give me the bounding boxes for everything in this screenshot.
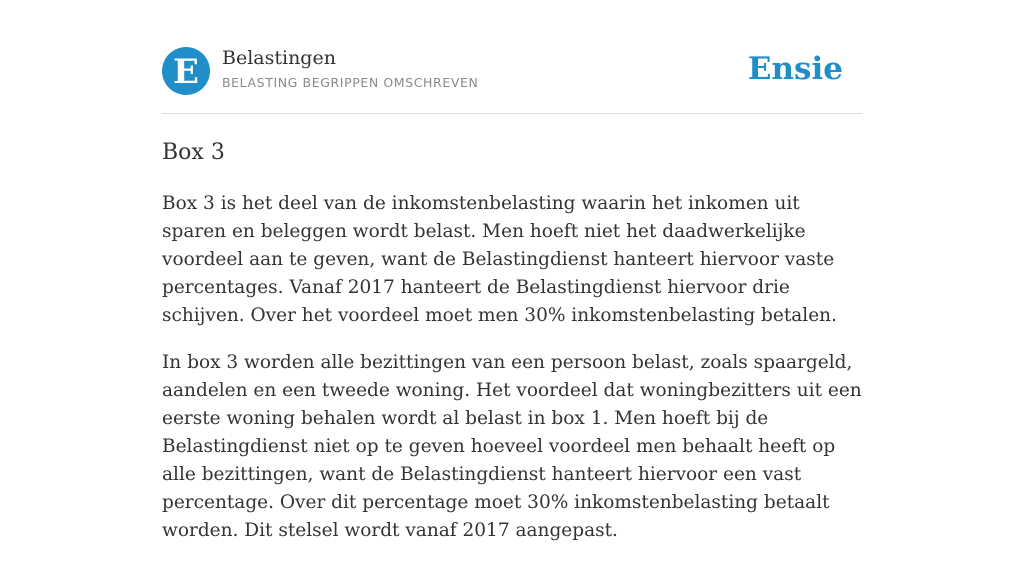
site-subtitle: BELASTING BEGRIPPEN OMSCHREVEN — [222, 75, 479, 90]
article-paragraph: In box 3 worden alle bezittingen van een persoon belast, zoals spaargeld, aandelen en een tweede woning. Het voordeel dat woningbezitters uit een eerste woning behalen wordt al belast in box 1. Men hoeft bij de Belastingdienst niet op te geven hoeveel voordeel men behaalt heeft op alle bezittingen, want de Belastingdienst hanteert hiervoor een vast percentage. Over dit percentage moet 30% inkomstenbelasting betaalt worden. Dit stelsel wordt vanaf 2017 aangepast. — [162, 352, 862, 541]
article-body — [162, 190, 862, 564]
page — [162, 0, 862, 541]
site-header — [162, 0, 862, 114]
article-title: Box 3 — [162, 140, 225, 165]
article-paragraph: Box 3 is het deel van de inkomstenbelasting waarin het inkomen uit sparen en beleggen wordt belast. Men hoeft niet het daadwerkelijke voordeel aan te geven, want de Belastingdienst hanteert hiervoor vaste percentages. Vanaf 2017 hanteert de Belastingdienst hiervoor drie schijven. Over het voordeel moet men 30% inkomstenbelasting betalen. — [162, 193, 837, 326]
logo-letter: E — [173, 52, 199, 92]
ensie-logo-icon[interactable] — [162, 47, 210, 95]
site-title[interactable]: Belastingen — [222, 47, 336, 69]
brand-logo[interactable]: Ensie — [747, 51, 843, 87]
